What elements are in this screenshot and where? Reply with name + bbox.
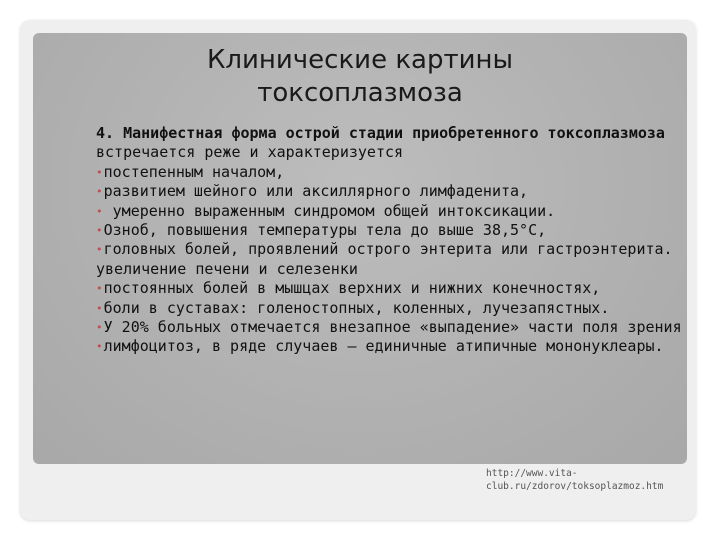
list-item	[96, 318, 682, 337]
intro-paragraph	[96, 124, 682, 163]
list-item-text: боли в суставах: голеностопных, коленных, лучезапястных.	[103, 298, 610, 317]
intro-rest-text: встречается реже и характеризуется	[96, 143, 404, 162]
list-item	[96, 337, 682, 356]
slide-title	[33, 44, 687, 110]
slide-body	[96, 124, 682, 357]
bullet-icon: •	[96, 282, 103, 296]
bullet-icon: •	[96, 340, 103, 354]
list-item	[96, 221, 682, 240]
list-item	[96, 279, 682, 298]
bullet-icon: •	[96, 165, 103, 179]
list-item-text: постоянных болей в мышцах верхних и нижних конечностях,	[103, 279, 601, 298]
list-item-text: умеренно выраженным синдромом общей интоксикации.	[103, 201, 556, 220]
title-line-1: Клинические картины	[206, 45, 514, 75]
bullet-icon: •	[96, 185, 103, 199]
list-item-text: постепенным началом,	[103, 162, 285, 181]
list-item	[96, 202, 682, 221]
source-link[interactable]: http://www.vita-club.ru/zdorov/toksoplazmoz.htm	[486, 468, 664, 492]
list-item-text: развитием шейного или аксиллярного лимфаденита,	[103, 182, 529, 201]
bullet-icon: •	[96, 204, 103, 218]
list-item	[96, 163, 682, 182]
list-item-text: У 20% больных отмечается внезапное «выпадение» части поля зрения	[103, 318, 682, 337]
title-line-2: токсоплазмоза	[257, 78, 463, 108]
list-item	[96, 240, 682, 279]
list-item-text: головных болей, проявлений острого энтерита или гастроэнтерита. увеличение печени и селезенки	[96, 240, 673, 278]
intro-bold-text: 4. Манифестная форма острой стадии приобретенного токсоплазмоза	[96, 124, 665, 142]
list-item-text: Озноб, повышения температуры тела до выше 38,5°С,	[103, 221, 547, 240]
bullet-icon: •	[96, 301, 103, 315]
bullet-icon: •	[96, 243, 103, 257]
bullet-icon: •	[96, 321, 103, 335]
list-item	[96, 182, 682, 201]
list-item-text: лимфоцитоз, в ряде случаев – единичные атипичные мононуклеары.	[103, 337, 664, 356]
list-item	[96, 299, 682, 318]
bullet-icon: •	[96, 224, 103, 238]
